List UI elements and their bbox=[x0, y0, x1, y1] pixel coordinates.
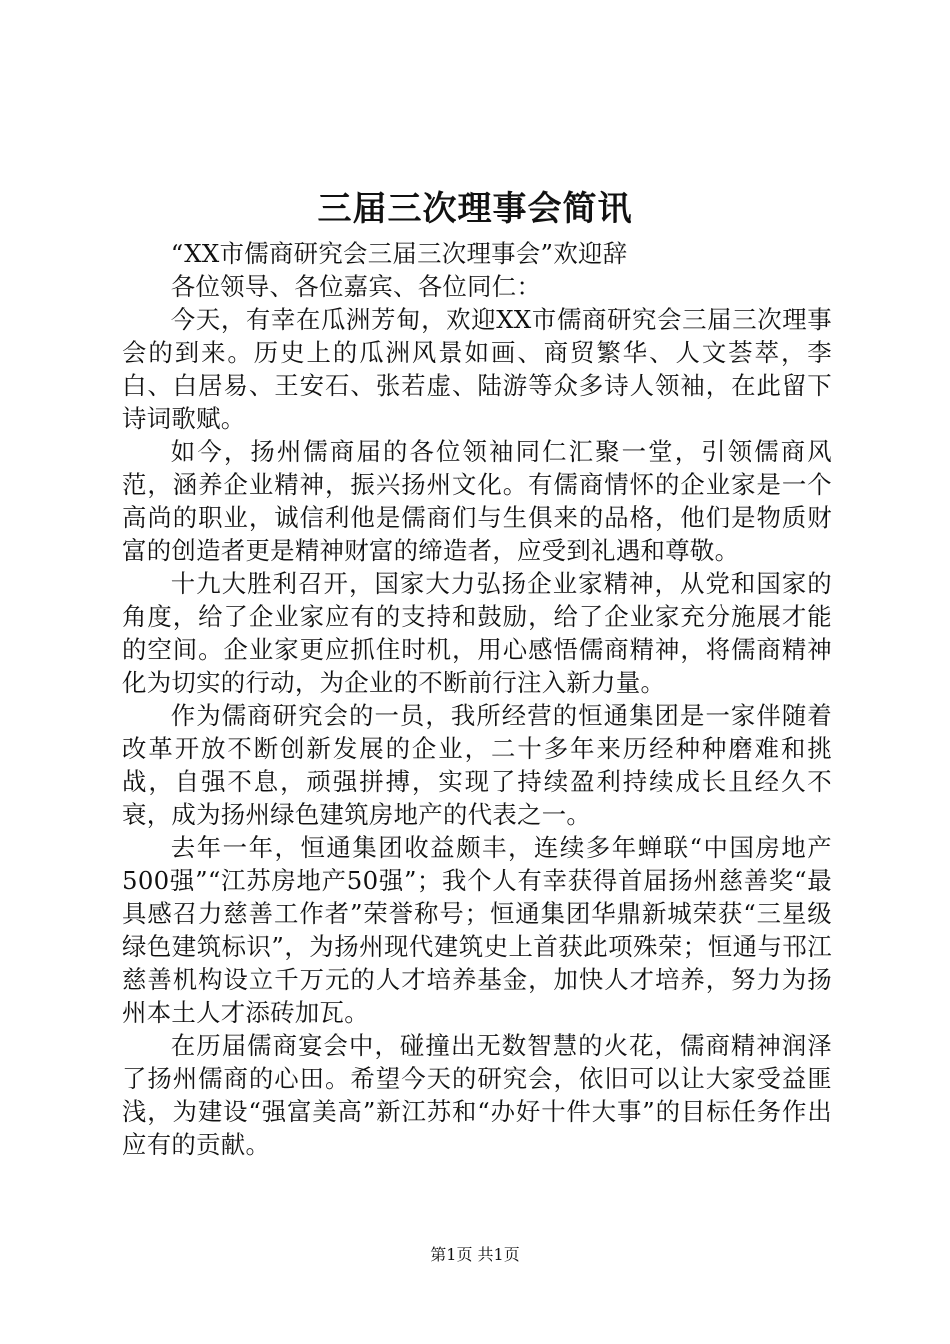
paragraph: 十九大胜利召开，国家大力弘扬企业家精神，从党和国家的角度，给了企业家应有的支持和鼓励，给了企业家充分施展才能的空间。企业家更应抓住时机，用心感悟儒商精神，将儒商精神化为切实的行动，为企业的不断前行注入新力量。 bbox=[122, 569, 832, 697]
paragraph: 去年一年，恒通集团收益颇丰，连续多年蝉联“中国房地产500强”“江苏房地产50强”；我个人有幸获得首届扬州慈善奖“最具感召力慈善工作者”荣誉称号；恒通集团华鼎新城荣获“三星级绿色建筑标识”，为扬州现代建筑史上首获此项殊荣；恒通与邗江慈善机构设立千万元的人才培养基金，加快人才培养，努力为扬州本土人才添砖加瓦。 bbox=[122, 833, 832, 1027]
speech-heading: “XX市儒商研究会三届三次理事会”欢迎辞 bbox=[170, 239, 628, 268]
salutation: 各位领导、各位嘉宾、各位同仁： bbox=[170, 272, 542, 301]
paragraph: 如今，扬州儒商届的各位领袖同仁汇聚一堂，引领儒商风范，涵养企业精神，振兴扬州文化。有儒商情怀的企业家是一个高尚的职业，诚信利他是儒商们与生俱来的品格，他们是物质财富的创造者更是精神财富的缔造者，应受到礼遇和尊敬。 bbox=[122, 437, 832, 565]
paragraph: 今天，有幸在瓜洲芳甸，欢迎XX市儒商研究会三届三次理事会的到来。历史上的瓜洲风景如画、商贸繁华、人文荟萃，李白、白居易、王安石、张若虚、陆游等众多诗人领袖，在此留下诗词歌赋。 bbox=[122, 305, 832, 433]
page-title: 三届三次理事会简讯 bbox=[317, 189, 633, 229]
paragraph: 作为儒商研究会的一员，我所经营的恒通集团是一家伴随着改革开放不断创新发展的企业，二十多年来历经种种磨难和挑战，自强不息，顽强拼搏，实现了持续盈利持续成长且经久不衰，成为扬州绿色建筑房地产的代表之一。 bbox=[122, 701, 832, 829]
paragraph: 在历届儒商宴会中，碰撞出无数智慧的火花，儒商精神润泽了扬州儒商的心田。希望今天的研究会，依旧可以让大家受益匪浅，为建设“强富美高”新江苏和“办好十件大事”的目标任务作出应有的贡献。 bbox=[122, 1031, 832, 1159]
document-body bbox=[122, 237, 832, 1161]
page-footer: 第1页 共1页 bbox=[430, 1245, 520, 1264]
